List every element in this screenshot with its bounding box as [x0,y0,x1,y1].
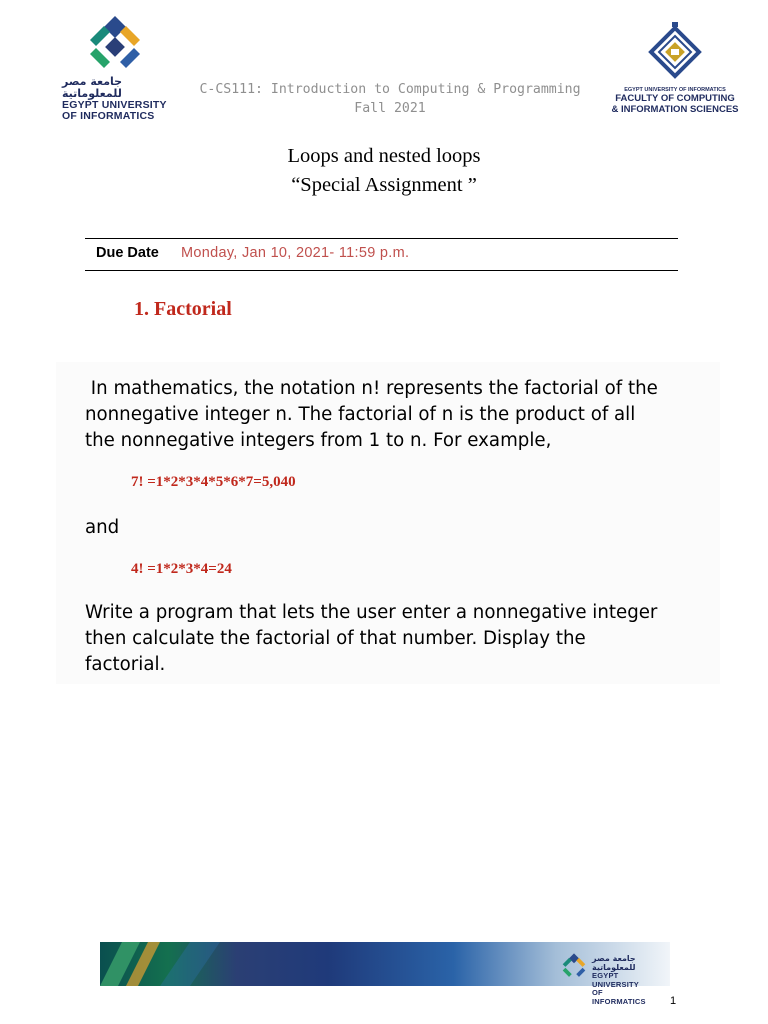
page-number: 1 [670,995,677,1007]
task-paragraph [85,600,725,678]
faculty-logo [600,22,750,115]
course-info [190,80,590,118]
task-line3: factorial. [85,654,166,675]
university-logo [62,14,172,122]
title-line1: Loops and nested loops [287,145,481,167]
section-heading: 1. Factorial [134,298,232,320]
title-line2: “Special Assignment ” [291,174,477,196]
university-arabic-name: جامعة مصر للمعلوماتية [62,75,123,100]
faculty-emblem-icon [646,22,704,84]
university-name-line1: EGYPT UNIVERSITY [62,99,167,111]
document-title [0,142,768,200]
faculty-name-line2: & INFORMATION SCIENCES [611,104,739,115]
due-bottom-divider [85,270,678,271]
faculty-university-name: EGYPT UNIVERSITY OF INFORMATICS [624,87,726,93]
example-4-factorial: 4! =1*2*3*4=24 [131,561,232,577]
footer-university-line2: OF INFORMATICS [592,988,646,1006]
course-title: C-CS111: Introduction to Computing & Programming [199,82,581,97]
intro-paragraph [85,376,725,454]
example-7-factorial: 7! =1*2*3*4*5*6*7=5,040 [131,474,296,490]
footer-university-line1: EGYPT UNIVERSITY [592,971,640,989]
task-line2: then calculate the factorial of that number. Display the [85,628,586,649]
due-date-label: Due Date [96,245,159,261]
course-term: Fall 2021 [354,101,426,116]
intro-line2: nonnegative integer n. The factorial of n is the product of all [85,404,636,425]
due-top-divider [85,238,678,239]
footer-eui-logo-icon [560,952,588,980]
intro-line3: the nonnegative integers from 1 to n. For example, [85,430,552,451]
university-name-line2: OF INFORMATICS [62,110,155,122]
and-text: and [85,517,120,538]
footer-university-arabic: جامعة مصر للمعلوماتية [592,954,636,972]
eui-logo-icon [84,14,146,74]
intro-line1: In mathematics, the notation n! represents the factorial of the [85,378,658,399]
faculty-name-line1: FACULTY OF COMPUTING [615,93,735,104]
task-line1: Write a program that lets the user enter a nonnegative integer [85,602,658,623]
due-date-value: Monday, Jan 10, 2021- 11:59 p.m. [181,245,410,261]
